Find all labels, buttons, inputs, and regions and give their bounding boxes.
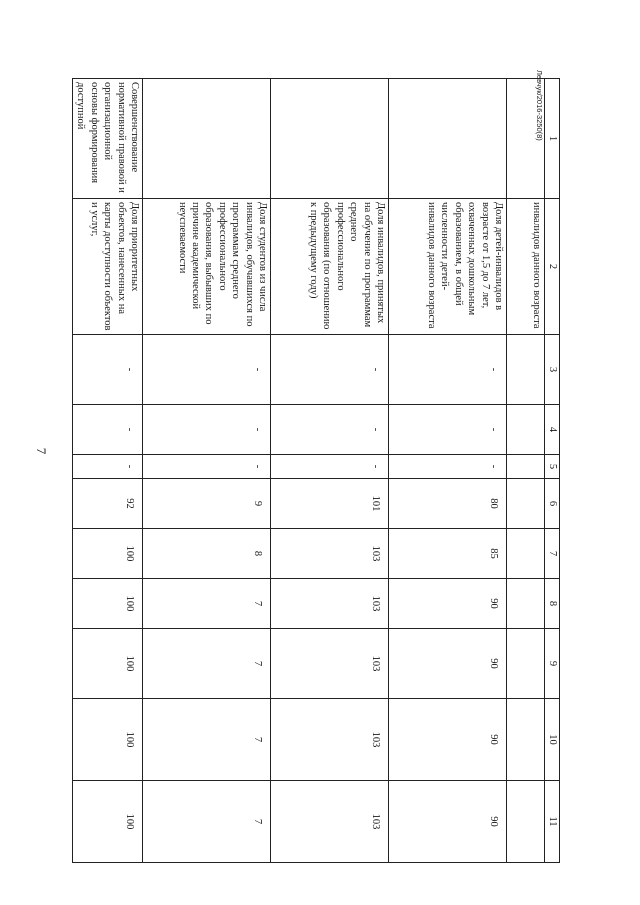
value-cell: 90 — [389, 699, 507, 781]
value-cell — [507, 699, 545, 781]
value-cell: - — [389, 455, 507, 479]
value-cell — [507, 781, 545, 863]
value-cell: - — [72, 455, 142, 479]
value-cell: 103 — [271, 699, 389, 781]
table-row — [143, 79, 271, 863]
table-row — [389, 79, 507, 863]
goal-cell — [507, 79, 545, 199]
goal-cell — [389, 79, 507, 199]
header-cell: 9 — [545, 629, 560, 699]
value-cell: - — [389, 335, 507, 405]
value-cell — [507, 335, 545, 405]
value-cell: - — [143, 335, 271, 405]
header-cell: 1 — [545, 79, 560, 199]
value-cell — [507, 479, 545, 529]
value-cell: 90 — [389, 629, 507, 699]
value-cell: - — [389, 405, 507, 455]
value-cell: 100 — [72, 699, 142, 781]
value-cell: 90 — [389, 579, 507, 629]
header-cell: 4 — [545, 405, 560, 455]
indicator-cell: инвалидов данного возраста — [507, 199, 545, 335]
value-cell: - — [271, 455, 389, 479]
value-cell: 103 — [271, 781, 389, 863]
value-cell: 100 — [72, 629, 142, 699]
value-cell: 103 — [271, 529, 389, 579]
indicator-cell: Доля приоритетных объектов, нанесенных на карты доступности объектов и услуг, — [72, 199, 142, 335]
value-cell — [507, 529, 545, 579]
indicators-table — [72, 78, 560, 863]
rotated-table-container — [75, 78, 560, 862]
value-cell: 103 — [271, 579, 389, 629]
value-cell: 7 — [143, 579, 271, 629]
value-cell: 80 — [389, 479, 507, 529]
header-cell: 10 — [545, 699, 560, 781]
value-cell: 100 — [72, 781, 142, 863]
header-cell: 5 — [545, 455, 560, 479]
indicator-cell: Доля инвалидов, принятых на обучение по программам среднего профессионального образования (по отношению к предыдущему году) — [271, 199, 389, 335]
value-cell: 101 — [271, 479, 389, 529]
value-cell: 100 — [72, 529, 142, 579]
goal-cell: Совершенствование нормативной правовой и организационной основы формирования доступной — [72, 79, 142, 199]
header-cell: 11 — [545, 781, 560, 863]
value-cell: - — [271, 405, 389, 455]
value-cell: 7 — [143, 781, 271, 863]
value-cell — [507, 579, 545, 629]
table-row — [507, 79, 545, 863]
value-cell — [507, 629, 545, 699]
document-stamp: Левчук/2016-3250(8) — [535, 70, 544, 141]
page-number: 7 — [34, 447, 49, 455]
value-cell: 7 — [143, 699, 271, 781]
table-row — [271, 79, 389, 863]
indicator-cell: Доля детей-инвалидов в возрасте от 1,5 до 7 лет, охваченных дошкольным образованием, в общей численности детей-инвалидов данного возраста — [389, 199, 507, 335]
table-header-row — [545, 79, 560, 863]
header-cell: 7 — [545, 529, 560, 579]
header-cell: 8 — [545, 579, 560, 629]
value-cell: 85 — [389, 529, 507, 579]
value-cell: - — [72, 335, 142, 405]
value-cell: 9 — [143, 479, 271, 529]
value-cell: 7 — [143, 629, 271, 699]
indicator-cell: Доля студентов из числа инвалидов, обучавшихся по программам среднего профессионального образования, выбывших по причине академической неуспеваемости — [143, 199, 271, 335]
header-cell: 2 — [545, 199, 560, 335]
value-cell: 92 — [72, 479, 142, 529]
header-cell: 6 — [545, 479, 560, 529]
header-cell: 3 — [545, 335, 560, 405]
value-cell: 100 — [72, 579, 142, 629]
value-cell: - — [271, 335, 389, 405]
value-cell — [507, 455, 545, 479]
table-row — [72, 79, 142, 863]
value-cell — [507, 405, 545, 455]
value-cell: 103 — [271, 629, 389, 699]
goal-cell — [271, 79, 389, 199]
value-cell: 90 — [389, 781, 507, 863]
value-cell: - — [72, 405, 142, 455]
value-cell: - — [143, 455, 271, 479]
value-cell: - — [143, 405, 271, 455]
goal-cell — [143, 79, 271, 199]
value-cell: 8 — [143, 529, 271, 579]
